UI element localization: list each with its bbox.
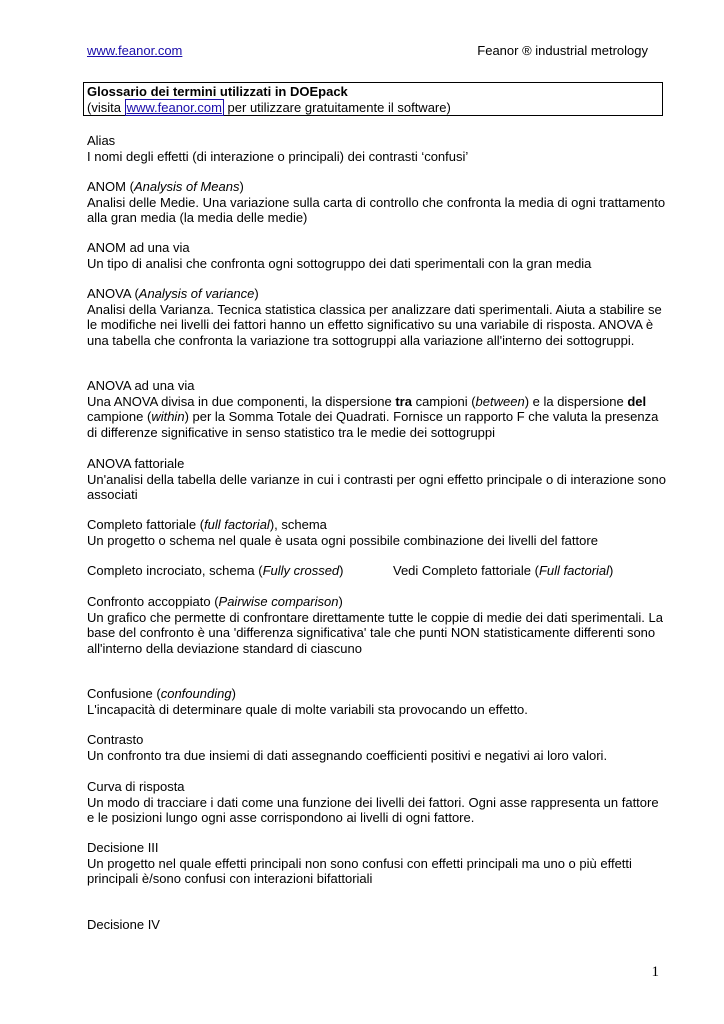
- subtitle-suffix: per utilizzare gratuitamente il software): [223, 99, 451, 115]
- entry-definition: Un tipo di analisi che confronta ogni sottogruppo dei dati sperimentali con la gran media: [87, 255, 592, 271]
- entry-term: ANOVA fattoriale: [87, 456, 185, 471]
- glossary-entry-confusione: [87, 686, 667, 717]
- entry-term: Completo fattoriale (full factorial), schema: [87, 517, 327, 532]
- glossary-entry-contrasto: [87, 732, 667, 763]
- glossary-entry-curva-di-risposta: [87, 779, 667, 826]
- header-website-link[interactable]: www.feanor.com: [87, 43, 183, 58]
- entry-term: Decisione IV: [87, 917, 160, 932]
- entry-definition: Una ANOVA divisa in due componenti, la dispersione tra campioni (between) e la dispersione del campione (within) per la Somma Totale dei Quadrati. Fornisce un rapporto F che valuta la presenza di differenze significative in senso statistico tra le medie dei sottogruppi: [87, 393, 659, 440]
- entry-term: Contrasto: [87, 732, 144, 747]
- entry-definition: Un confronto tra due insiemi di dati assegnando coefficienti positivi e negativi ai loro valori.: [87, 747, 608, 763]
- glossary-entry-confronto-accoppiato: [87, 594, 667, 656]
- subtitle-prefix: (visita: [87, 99, 125, 115]
- entry-definition: Analisi della Varianza. Tecnica statistica classica per analizzare dati sperimentali. Aiuta a stabilire se le modifiche nei livelli dei fattori hanno un effetto significativo su una variabile di risposta. ANOVA è una tabella che confronta la variazione tra sottogruppi alla variazione all'interno dei sottogruppi.: [87, 301, 662, 348]
- entry-term: Completo incrociato, schema (Fully crossed): [87, 563, 344, 578]
- entry-term: ANOM ad una via: [87, 240, 190, 255]
- subtitle-website-link[interactable]: www.feanor.com: [126, 99, 222, 115]
- entry-definition: Un modo di tracciare i dati come una funzione dei livelli dei fattori. Ogni asse rappresenta un fattore e le posizioni lungo ogni asse corrispondono ai livelli di ogni fattore.: [87, 794, 659, 825]
- entry-term: Curva di risposta: [87, 779, 185, 794]
- entry-definition: Un progetto o schema nel quale è usata ogni possibile combinazione dei livelli del fattore: [87, 532, 598, 548]
- entry-definition: Analisi delle Medie. Una variazione sulla carta di controllo che confronta la media di ogni trattamento alla gran media (la media delle medie): [87, 194, 666, 225]
- entry-term: Alias: [87, 133, 116, 148]
- glossary-entry-alias: [87, 133, 667, 164]
- header-company-name: Feanor ® industrial metrology: [477, 43, 648, 58]
- entry-term: ANOVA ad una via: [87, 378, 195, 393]
- entry-term: Confronto accoppiato (Pairwise comparison): [87, 594, 343, 609]
- glossary-entry-completo-incrociato: [87, 563, 667, 579]
- entry-definition: Un progetto nel quale effetti principali non sono confusi con effetti principali ma uno o più effetti principali è/sono confusi con interazioni bifattoriali: [87, 855, 632, 886]
- glossary-entry-decisione-iv: [87, 917, 667, 933]
- glossary-entry-completo-fattoriale: [87, 517, 667, 548]
- entry-term: Confusione (confounding): [87, 686, 236, 701]
- entry-see-reference: Vedi Completo fattoriale (Full factorial): [393, 563, 614, 578]
- glossary-entry-anova: [87, 286, 667, 348]
- entry-definition: L'incapacità di determinare quale di molte variabili sta provocando un effetto.: [87, 701, 528, 717]
- glossary-title: Glossario dei termini utilizzati in DOEpack: [87, 84, 348, 99]
- page-number: 1: [651, 964, 659, 980]
- glossary-entry-anom: [87, 179, 667, 226]
- entry-term: Decisione III: [87, 840, 159, 855]
- glossary-entry-anom-una-via: [87, 240, 667, 271]
- entry-term: ANOVA (Analysis of variance): [87, 286, 259, 301]
- entry-definition: Un grafico che permette di confrontare direttamente tutte le coppie di medie dei dati sperimentali. La base del confronto è una 'differenza significativa' tale che punti NON statisticamente differenti sono all'interno della deviazione standard di ciascuno: [87, 609, 663, 656]
- glossary-entry-anova-fattoriale: [87, 456, 667, 503]
- glossary-subtitle: [87, 99, 451, 116]
- glossary-entry-decisione-iii: [87, 840, 667, 887]
- entry-definition: Un'analisi della tabella delle varianze in cui i contrasti per ogni effetto principale o di interazione sono associati: [87, 471, 666, 502]
- entry-term: ANOM (Analysis of Means): [87, 179, 244, 194]
- glossary-title-box: [83, 82, 663, 116]
- entry-definition: I nomi degli effetti (di interazione o principali) dei contrasti ‘confusi’: [87, 148, 469, 164]
- glossary-entry-anova-una-via: [87, 378, 667, 440]
